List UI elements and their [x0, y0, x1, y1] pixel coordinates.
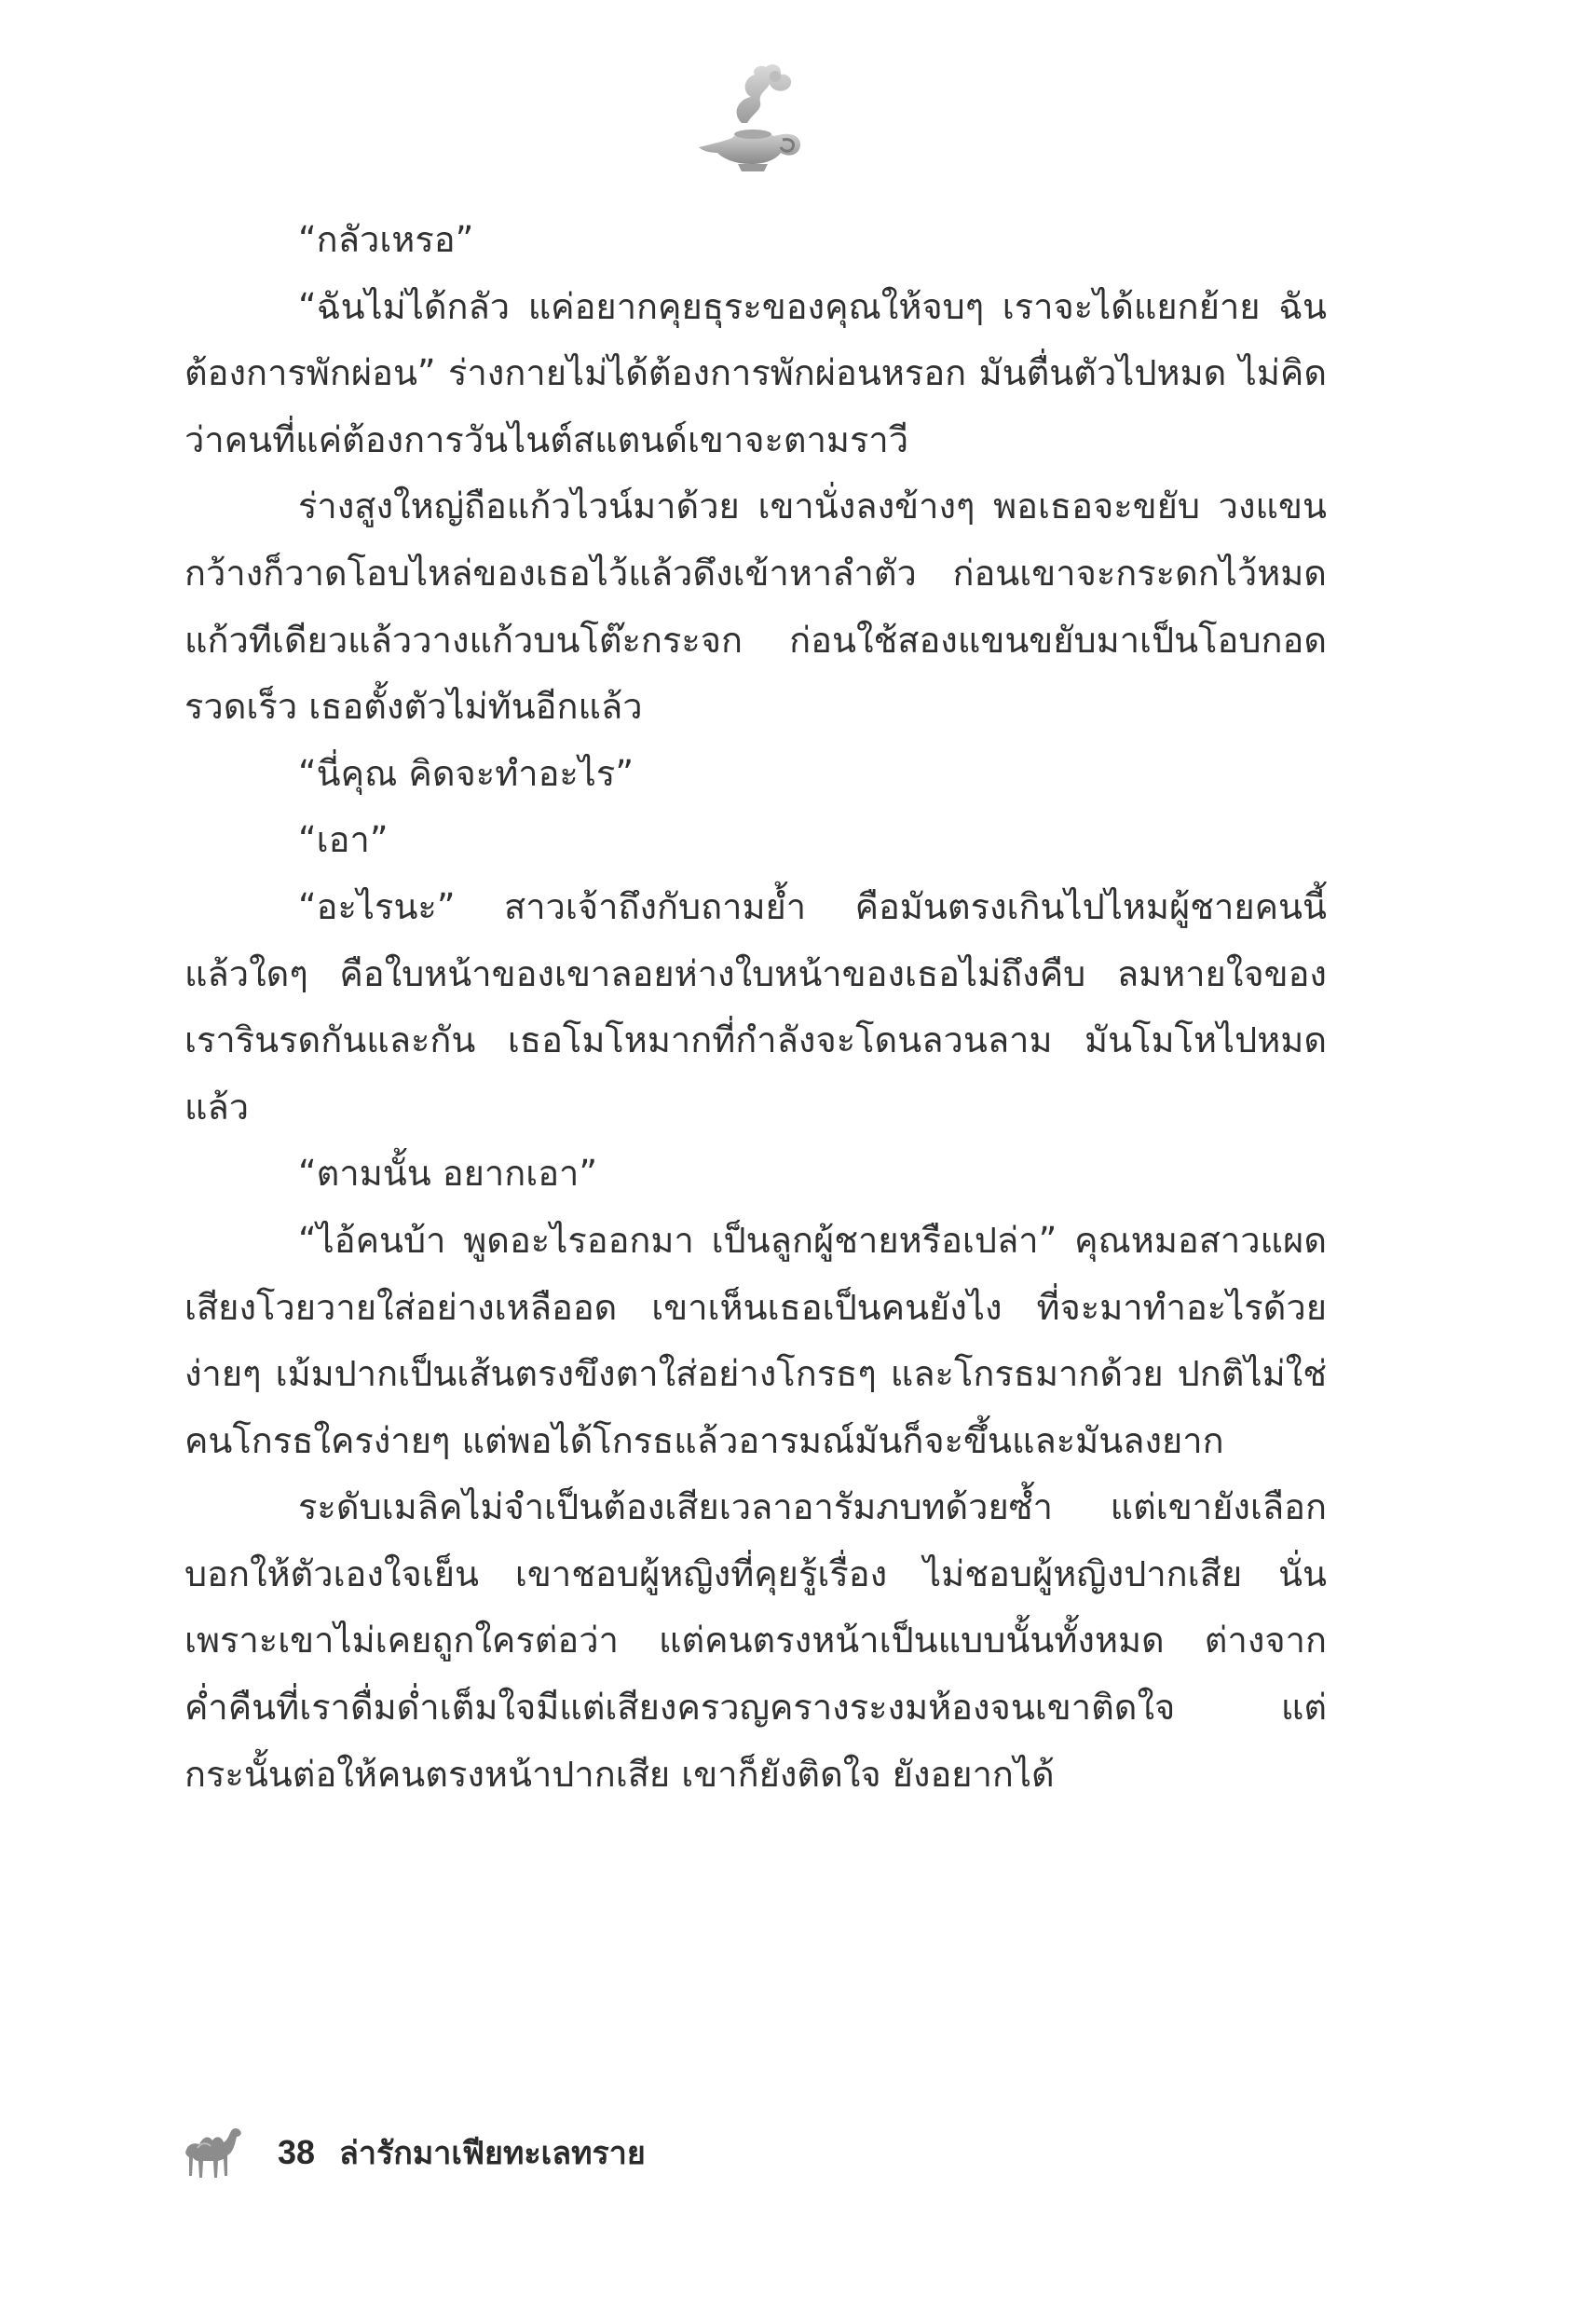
page-footer [179, 2115, 646, 2190]
paragraph: “เอา” [298, 819, 389, 861]
body-text [184, 207, 1327, 1808]
paragraph: “กลัวเหรอ” [298, 219, 474, 260]
paragraph: “นี่คุณ คิดจะทำอะไร” [298, 752, 634, 794]
camel-icon [179, 2122, 246, 2183]
paragraph: ระดับเมลิคไม่จำเป็นต้องเสียเวลาอารัมภบทด้วยซ้ำ แต่เขายังเลือกบอกให้ตัวเองใจเย็น เขาชอบผู้หญิงที่คุยรู้เรื่อง ไม่ชอบผู้หญิงปากเสีย นั่นเพราะเขาไม่เคยถูกใครต่อว่า แต่คนตรงหน้าเป็นแบบนั้นทั้งหมด ต่างจากค่ำคืนที่เราดื่มด่ำเต็มใจมีแต่เสียงครวญครางระงมห้องจนเขาติดใจ แต่กระนั้นต่อให้คนตรงหน้าปากเสีย เขาก็ยังติดใจ ยังอยากได้ [184, 1486, 1327, 1795]
paragraph: “ตามนั้น อยากเอา” [298, 1153, 598, 1195]
paragraph: “ไอ้คนบ้า พูดอะไรออกมา เป็นลูกผู้ชายหรือเปล่า” คุณหมอสาวแผดเสียงโวยวายใส่อย่างเหลืออด เขาเห็นเธอเป็นคนยังไง ที่จะมาทำอะไรด้วยง่ายๆ เม้มปากเป็นเส้นตรงขึงตาใส่อย่างโกรธๆ และโกรธมากด้วย ปกติไม่ใช่คนโกรธใครง่ายๆ แต่พอได้โกรธแล้วอารมณ์มันก็จะขึ้นและมันลงยาก [184, 1219, 1327, 1461]
paragraph: “ฉันไม่ได้กลัว แค่อยากคุยธุระของคุณให้จบๆ เราจะได้แยกย้าย ฉันต้องการพักผ่อน” ร่างกายไม่ได้ต้องการพักผ่อนหรอก มันตื่นตัวไปหมด ไม่คิดว่าคนที่แค่ต้องการวันไนต์สแตนด์เขาจะตามราวี [184, 285, 1327, 460]
magic-lamp-genie-icon [686, 56, 816, 177]
book-title: ล่ารักมาเฟียทะเลทราย [339, 2135, 646, 2172]
page-number: 38 [278, 2133, 316, 2171]
paragraph: ร่างสูงใหญ่ถือแก้วไวน์มาด้วย เขานั่งลงข้างๆ พอเธอจะขยับ วงแขนกว้างก็วาดโอบไหล่ของเธอไว้แล้วดึงเข้าหาลำตัว ก่อนเขาจะกระดกไว้หมดแก้วทีเดียวแล้ววางแก้วบนโต๊ะกระจก ก่อนใช้สองแขนขยับมาเป็นโอบกอดรวดเร็ว เธอตั้งตัวไม่ทันอีกแล้ว [184, 485, 1327, 728]
paragraph: “อะไรนะ” สาวเจ้าถึงกับถามย้ำ คือมันตรงเกินไปไหมผู้ชายคนนี้ แล้วใดๆ คือใบหน้าของเขาลอยห่างใบหน้าของเธอไม่ถึงคืบ ลมหายใจของเรารินรดกันและกัน เธอโมโหมากที่กำลังจะโดนลวนลาม มันโมโหไปหมดแล้ว [184, 885, 1327, 1128]
